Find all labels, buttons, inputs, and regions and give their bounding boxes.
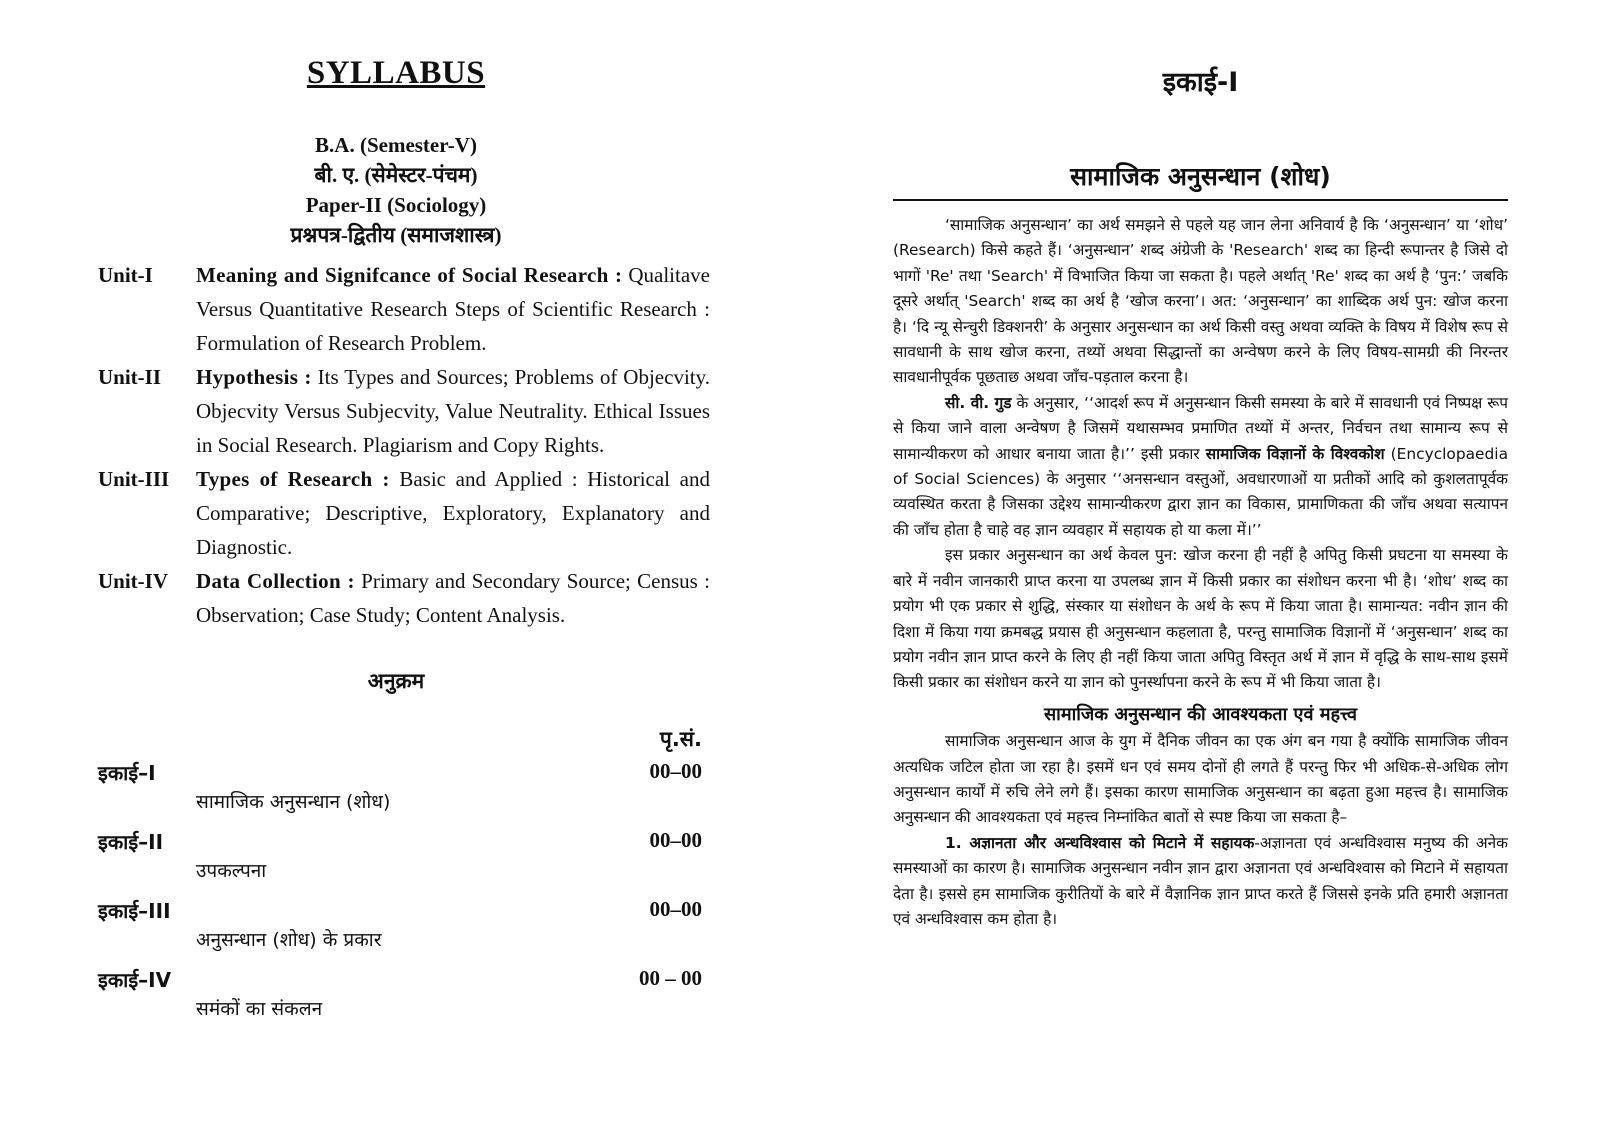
toc-subtitle: उपकल्पना (196, 860, 267, 882)
toc-pages: 00–00 (649, 759, 702, 783)
left-page (98, 55, 710, 1029)
toc-list (98, 759, 710, 1029)
unit-item (98, 462, 710, 564)
unit-description: Basic and Applied : Historical and Comparative; Descriptive, Exploratory, Explanatory and Diagnostic. (196, 467, 710, 559)
toc-row (98, 759, 710, 786)
unit-item (98, 258, 710, 360)
toc-row (98, 966, 710, 993)
toc-row (98, 897, 710, 924)
course-subhead: प्रश्नपत्र-द्वितीय (समाजशास्त्र) (290, 223, 502, 247)
toc-pages: 00 – 00 (639, 966, 702, 990)
toc-row (98, 828, 710, 855)
toc-unit: इकाई–III (98, 899, 171, 923)
chapter-unit-title: इकाई-I (1162, 67, 1239, 98)
toc-pages: 00–00 (649, 897, 702, 921)
toc-page-header: पृ.सं. (659, 727, 702, 751)
toc-subtitle: समंकों का संकलन (196, 998, 323, 1020)
paragraph: सामाजिक अनुसन्धान आज के युग में दैनिक जीवन का एक अंग बन गया है क्योंकि सामाजिक जीवन अत्यधिक जटिल होता जा रहा है। इसमें धन एवं समय दोनों ही लगते हैं परन्तु फिर भी अधिक-से-अधिक लोग अनुसन्धान कार्यों में रुचि लेने लगे हैं। इसका कारण सामाजिक अनुसन्धान का बढ़ता हुआ महत्त्व है। सामाजिक अनुसन्धान की आवश्यकता एवं महत्त्व निम्नांकित बातों से स्पष्ट किया जा सकता है– (893, 732, 1508, 827)
bold-term: सामाजिक विज्ञानों के विश्वकोश (1205, 444, 1385, 463)
unit-description: Its Types and Sources; Problems of Objecvity. Objecvity Versus Subjecvity, Value Neutrality. Ethical Issues in Social Research. Plagiarism and Copy Rights. (196, 365, 710, 457)
unit-heading: Meaning and Signifcance of Social Research : (196, 263, 623, 287)
unit-heading: Data Collection : (196, 569, 355, 593)
unit-heading: Types of Research : (196, 467, 390, 491)
course-subheads (98, 130, 710, 250)
chapter-body (893, 213, 1508, 932)
unit-heading: Hypothesis : (196, 365, 312, 389)
toc-title: अनुक्रम (367, 669, 425, 693)
paragraph: ‘सामाजिक अनुसन्धान’ का अर्थ समझने से पहले यह जान लेना अनिवार्य है कि ‘अनुसन्धान’ या ‘शोध’ (Research) किसे कहते हैं। ‘अनुसन्धान’ शब्द अंग्रेजी के 'Research' शब्द का हिन्दी रूपान्तर है जिसे दो भागों 'Re' तथा 'Search' में विभाजित किया जा सकता है। पहले अर्थात् 'Re' शब्द का अर्थ है ‘पुन:’ जबकि दूसरे अर्थात् 'Search' शब्द का अर्थ है ‘खोज करना’। अत: ‘अनुसन्धान’ का शाब्दिक अर्थ पुन: खोज करना है। ‘दि न्यू सेन्चुरी डिक्शनरी’ के अनुसार अनुसन्धान का अर्थ किसी वस्तु अथवा व्यक्ति के विषय में विशेष रूप से सावधानी के साथ खोज करना, तथ्यों अथवा सिद्धान्तों का अन्वेषण करने के लिए विषय-सामग्री की निरन्तर सावधानीपूर्वक पूछताछ अथवा जाँच-पड़ताल करना है। (893, 216, 1508, 387)
unit-number: Unit-II (98, 365, 162, 389)
unit-list (98, 258, 710, 632)
course-subhead: B.A. (Semester-V) (315, 133, 477, 157)
toc-unit: इकाई–IV (98, 968, 172, 992)
section-subheading: सामाजिक अनुसन्धान की आवश्यकता एवं महत्त्व (1043, 703, 1357, 725)
paragraph: सी. वी. गुड के अनुसार, ‘‘आदर्श रूप में अनुसन्धान किसी समस्या के बारे में सावधानी एवं निष्पक्ष रूप से किया जाने वाला अन्वेषण है जिसमें यथासम्भव प्रमाणित तथ्यों में अन्तर, निर्वचन तथा सामान्य रूप से सामान्यीकरण को आधार बनाया जाता है।’’ इसी प्रकार सामाजिक विज्ञानों के विश्वकोश (Encyclopaedia of Social Sciences) के अनुसार ‘‘अनसन्धान वस्तुओं, अवधारणाओं या प्रतीकों आदि को कुशलतापूर्वक व्यवस्थित करता है जिसका उद्देश्य सामान्यीकरण द्वारा ज्ञान का विकास, प्रामाणिकता की जाँच अथवा सत्यापन की जाँच होता है चाहे वह ज्ञान व्यवहार में सहायक हो या कला में।’’ (893, 393, 1508, 539)
unit-item (98, 360, 710, 462)
course-subhead: बी. ए. (सेमेस्टर-पंचम) (314, 163, 478, 187)
syllabus-title: SYLLABUS (306, 55, 486, 91)
chapter-heading: सामाजिक अनुसन्धान (शोध) (893, 159, 1508, 201)
unit-number: Unit-IV (98, 569, 169, 593)
toc-pages: 00–00 (649, 828, 702, 852)
toc-subtitle: सामाजिक अनुसन्धान (शोध) (196, 791, 391, 813)
toc-subtitle: अनुसन्धान (शोध) के प्रकार (196, 929, 382, 951)
unit-number: Unit-I (98, 263, 153, 287)
course-subhead: Paper-II (Sociology) (305, 193, 487, 217)
bold-term: सी. वी. गुड (945, 393, 1012, 412)
paragraph: 1. अज्ञानता और अन्धविश्वास को मिटाने में सहायक-अज्ञानता एवं अन्धविश्वास मनुष्य की अनेक समस्याओं का कारण है। सामाजिक अनुसन्धान नवीन ज्ञान द्वारा अज्ञानता एवं अन्धविश्वास को मिटाने में सहायता देता है। इससे हम सामाजिक कुरीतियों के बारे में वैज्ञानिक ज्ञान प्राप्त करते हैं जिससे इनके प्रति हमारी अज्ञानता एवं अन्धविश्वास कम होता है। (893, 833, 1508, 928)
unit-description: Primary and Secondary Source; Census : Observation; Case Study; Content Analysis. (196, 569, 710, 627)
unit-description: Qualitave Versus Quantitative Research Steps of Scientific Research : Formulation of Research Problem. (196, 263, 710, 355)
bold-term: 1. अज्ञानता और अन्धविश्वास को मिटाने में सहायक (945, 833, 1255, 852)
toc-unit: इकाई–I (98, 761, 156, 785)
right-page (893, 62, 1508, 932)
unit-number: Unit-III (98, 467, 170, 491)
unit-item (98, 564, 710, 632)
toc-unit: इकाई–II (98, 830, 164, 854)
paragraph: इस प्रकार अनुसन्धान का अर्थ केवल पुन: खोज करना ही नहीं है अपितु किसी प्रघटना या समस्या के बारे में नवीन जानकारी प्राप्त करना या उपलब्ध ज्ञान में किसी प्रकार का संशोधन करना भी है। ‘शोध’ शब्द का प्रयोग भी एक प्रकार से शुद्धि, संस्कार या संशोधन के अर्थ के रूप में किया जाता है। सामान्यत: नवीन ज्ञान की दिशा में किया गया क्रमबद्ध प्रयास ही अनुसन्धान कहलाता है, परन्तु सामाजिक विज्ञानों में ‘अनुसन्धान’ शब्द का प्रयोग नवीन ज्ञान प्राप्त करने के लिए ही नहीं किया जाता अपितु विस्तृत अर्थ में ज्ञान में वृद्धि के साथ-साथ इसमें किसी प्रकार का संशोधन करने या ज्ञान को पुनर्स्थापना करने के रूप में भी किया जाता है। (893, 546, 1508, 692)
